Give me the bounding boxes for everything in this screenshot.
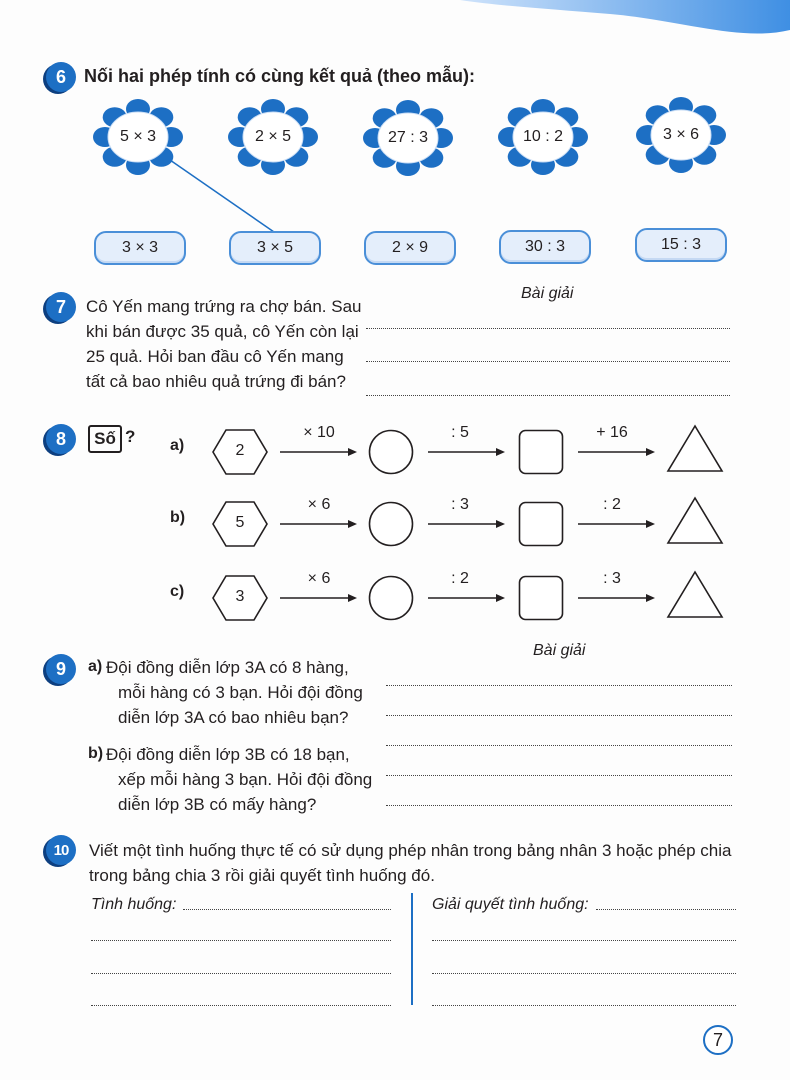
triangle-answer-box[interactable] [666,496,724,546]
square-answer-box[interactable] [518,501,564,547]
text-line: khi bán được 35 quả, cô Yến còn lại [86,322,359,341]
operation-label: : 3 [451,496,469,513]
flower-label: 27 : 3 [387,129,429,146]
exercise-7-solution-label: Bài giải [521,285,574,302]
operation-label: : 2 [603,496,621,513]
exercise-7-badge: 7 [46,292,76,322]
pill-label: 15 : 3 [660,236,702,253]
arrow-icon [280,518,358,530]
arrow-icon [280,446,358,458]
answer-line[interactable] [91,940,391,941]
text-line: xếp mỗi hàng 3 bạn. Hỏi đội đồng [118,770,373,789]
exercise-10-text [89,838,731,888]
circle-answer-box[interactable] [368,429,414,475]
expression-pill-3[interactable] [364,231,456,265]
arrow-icon [578,446,656,458]
exercise-9b-text [106,742,372,817]
part-a-label: a) [88,658,103,675]
flower-expression-3[interactable] [363,98,453,178]
operation-label: + 16 [596,424,628,441]
answer-line[interactable] [386,745,732,746]
flower-expression-1[interactable] [93,97,183,177]
arrow-icon [428,446,506,458]
square-answer-box[interactable] [518,429,564,475]
answer-line[interactable] [432,1005,736,1006]
row-label: c) [170,583,185,600]
expression-pill-4[interactable] [499,230,591,264]
flower-label: 5 × 3 [119,128,157,145]
operation-label: × 6 [307,496,331,513]
arrow-icon [280,592,358,604]
flower-label: 2 × 5 [254,128,292,145]
answer-line[interactable] [432,973,736,974]
arrow-icon [428,518,506,530]
circle-answer-box[interactable] [368,501,414,547]
exercise-6-title: Nối hai phép tính có cùng kết quả (theo mẫu): [84,66,475,86]
flower-expression-4[interactable] [498,97,588,177]
pill-label: 3 × 3 [121,239,159,256]
answer-line[interactable] [386,685,732,686]
flower-label: 3 × 6 [662,126,700,143]
text-line: Viết một tình huống thực tế có sử dụng phép nhân trong bảng nhân 3 hoặc phép chia [89,841,732,860]
arrow-icon [578,518,656,530]
square-answer-box[interactable] [518,575,564,621]
answer-line[interactable] [183,909,391,910]
exercise-9a-text [106,655,363,730]
answer-line[interactable] [386,715,732,716]
expression-pill-1[interactable] [94,231,186,265]
text-line: Đội đồng diễn lớp 3A có 8 hàng, [106,658,349,677]
part-b-label: b) [88,745,104,762]
triangle-answer-box[interactable] [666,424,724,474]
pill-label: 30 : 3 [524,238,566,255]
start-number: 5 [235,514,245,531]
operation-label: × 6 [307,570,331,587]
column-divider [411,893,413,1005]
answer-line[interactable] [596,909,736,910]
start-number: 2 [235,442,245,459]
arrow-icon [578,592,656,604]
operation-label: : 2 [451,570,469,587]
exercise-9-solution-label: Bài giải [533,642,586,659]
answer-line[interactable] [386,775,732,776]
text-line: diễn lớp 3B có mấy hàng? [118,795,317,814]
text-line: 25 quả. Hỏi ban đầu cô Yến mang [86,347,344,366]
text-line: trong bảng chia 3 rồi giải quyết tình huống đó. [89,866,435,885]
row-label: b) [170,509,186,526]
pill-label: 2 × 9 [391,239,429,256]
header-wave-decoration [460,0,790,42]
text-line: tất cả bao nhiêu quả trứng đi bán? [86,372,346,391]
answer-line[interactable] [91,1005,391,1006]
start-number: 3 [235,588,245,605]
triangle-answer-box[interactable] [666,570,724,620]
answer-line[interactable] [386,805,732,806]
circle-answer-box[interactable] [368,575,414,621]
answer-line[interactable] [366,395,730,396]
exercise-6-badge: 6 [46,62,76,92]
so-label: Số [94,429,116,448]
exercise-9-badge: 9 [46,654,76,684]
text-line: mỗi hàng có 3 bạn. Hỏi đội đồng [118,683,363,702]
exercise-7-text [86,294,362,394]
question-mark: ? [125,427,136,446]
text-line: Đội đồng diễn lớp 3B có 18 bạn, [106,745,350,764]
arrow-icon [428,592,506,604]
flower-expression-5[interactable] [636,95,726,175]
flower-expression-2[interactable] [228,97,318,177]
answer-line[interactable] [366,328,730,329]
operation-label: : 5 [451,424,469,441]
answer-line[interactable] [366,361,730,362]
flower-label: 10 : 2 [522,128,564,145]
exercise-10-badge: 10 [46,835,76,865]
answer-line[interactable] [91,973,391,974]
text-line: diễn lớp 3A có bao nhiêu bạn? [118,708,349,727]
operation-label: : 3 [603,570,621,587]
expression-pill-5[interactable] [635,228,727,262]
operation-label: × 10 [303,424,335,441]
situation-label: Tình huống: [91,896,177,913]
row-label: a) [170,437,185,454]
solution-label: Giải quyết tình huống: [432,896,589,913]
expression-pill-2[interactable] [229,231,321,265]
answer-line[interactable] [432,940,736,941]
page-number: 7 [703,1025,733,1055]
so-box [88,425,122,453]
exercise-8-badge: 8 [46,424,76,454]
text-line: Cô Yến mang trứng ra chợ bán. Sau [86,297,362,316]
pill-label: 3 × 5 [256,239,294,256]
